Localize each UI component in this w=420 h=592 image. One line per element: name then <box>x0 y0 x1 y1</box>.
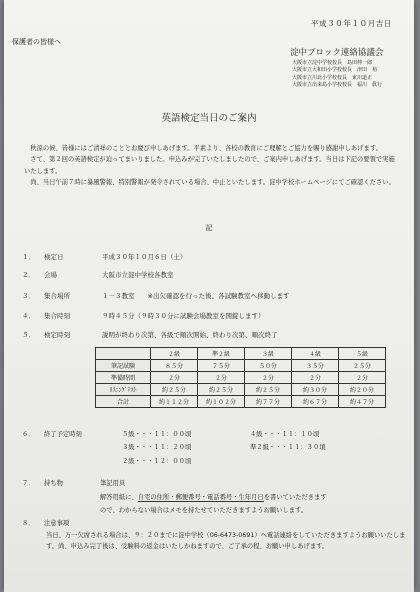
table-row-header: 合計 <box>96 396 151 408</box>
addressee: 保護者の皆様へ <box>12 38 61 46</box>
item-value: １－３教室 ※出欠確認を行った後、各試験教室へ移動します <box>102 292 290 300</box>
intro-text <box>24 143 396 189</box>
belongings-text: 解答用紙に、 <box>100 494 138 501</box>
signer: 大阪市立出来島小学校校長 福川 眞行 <box>292 82 383 89</box>
table-header: ４級 <box>292 348 339 360</box>
document-page <box>4 0 414 592</box>
table-row <box>96 360 386 372</box>
table-cell: ５０分 <box>245 360 292 372</box>
table-cell: 約１０２分 <box>198 396 245 408</box>
table-cell: ２分 <box>292 372 339 384</box>
signer-list <box>292 60 382 90</box>
table-cell: 約６７分 <box>292 396 339 408</box>
document-title: 英語検定当日のご案内 <box>161 113 257 124</box>
finish-label: 終了予定時刻 <box>44 431 82 438</box>
belongings-text: を書いていただきます <box>263 494 327 501</box>
signer: 大阪市立川北小学校校長 東川道正 <box>292 74 373 81</box>
table-row <box>96 372 386 384</box>
item-number: ４． <box>22 312 35 320</box>
table-header: ３級 <box>245 348 292 360</box>
finish-time: ２級・・・１２：００頃 <box>122 458 192 465</box>
table-cell: 約２５分 <box>245 384 292 396</box>
table-cell: ２分 <box>339 372 386 384</box>
table-row-header: 筆記試験 <box>96 360 151 372</box>
finish-num: ６． <box>22 431 35 438</box>
notes-paragraph: 当日、万一欠席される場合は、９：２０までに淀中学校（06-6473-0691）へ電話連絡をしていただきますようお願いいたします。尚、申込み完了後は、受験料の返金はいたしかねますので、ご了承の程、お願い申しあげます。 <box>46 532 406 551</box>
table-cell: 約１１２分 <box>151 396 198 408</box>
schedule-table <box>95 347 386 408</box>
table-row-header: ﾘｽﾆﾝｸﾞﾃｽﾄ <box>96 384 151 396</box>
ki-mark: 記 <box>205 224 213 232</box>
item-value: 平成３０年１０月６日（土） <box>102 253 187 261</box>
table-row <box>96 348 386 360</box>
table-header: ２級 <box>151 348 198 360</box>
belongings-line <box>100 492 327 501</box>
table-cell: ２分 <box>198 372 245 384</box>
signer: 大阪市立淀中学校校長 島田伸一郎 <box>292 60 373 66</box>
table-cell: ２５分 <box>339 360 386 372</box>
table-row <box>96 384 386 396</box>
belongings-line: ので、わからない場合はメモを持たせていただきますようお願いします。 <box>100 507 308 514</box>
item-label: 検定日 <box>44 253 64 261</box>
signer: 大阪市立大和田小学校校長 津田 裕 <box>292 67 378 74</box>
table-cell <box>96 348 151 360</box>
notes-num: ８． <box>22 520 35 527</box>
table-cell: ８５分 <box>151 360 198 372</box>
table-row <box>96 396 386 408</box>
intro-paragraph: さて、第２回の英語検定が迫ってまいりました。申込みが完了いたしましたので、ご案内申しあげます。当日は下記の要領で実施いたします。 <box>24 156 395 175</box>
item-label: 集合場所 <box>44 292 70 300</box>
belongings-label: 持ち物 <box>44 480 63 487</box>
table-cell: 約２０分 <box>339 384 386 396</box>
finish-time: 準２級・・・１１：３０頃 <box>250 444 326 451</box>
belongings-num: ７． <box>22 480 35 487</box>
finish-time: ４級・・・１１：１０頃 <box>250 431 320 438</box>
belongings-underlined-text: 自宅の住所・郵便番号・電話番号・生年月日 <box>137 494 264 501</box>
item-label: 検定時刻 <box>44 331 70 339</box>
intro-paragraph: 尚、当日午前７時に暴風警報、特別警報が発令されている場合、中止といたします。淀中学校ホームページにてご確認ください。 <box>24 179 395 187</box>
table-cell: ２分 <box>151 372 198 384</box>
item-number: １． <box>22 253 35 261</box>
belongings-line: 筆記用具 <box>100 480 126 487</box>
item-label: 会場 <box>44 271 57 279</box>
table-cell: ３５分 <box>292 360 339 372</box>
item-value: ９時４５分（９時３０分に試験会場教室を開錠します） <box>102 312 265 320</box>
item-number: ２． <box>22 271 35 279</box>
item-number: ５． <box>22 331 35 339</box>
table-cell: 約７７分 <box>245 396 292 408</box>
table-header: 準２級 <box>198 348 245 360</box>
finish-time: ５級・・・１１：００頃 <box>122 431 192 438</box>
item-value: 説明が終わり次第、各級で順次開始、終わり次第、順次終了 <box>102 331 278 339</box>
table-cell: 約２５分 <box>198 384 245 396</box>
table-row-header: 準備時間 <box>96 372 151 384</box>
item-label: 集合時刻 <box>44 312 70 320</box>
table-cell: ７５分 <box>198 360 245 372</box>
table-cell: 約４７分 <box>339 396 386 408</box>
finish-time: ３級・・・１１：２０頃 <box>122 444 192 451</box>
table-cell: 約２５分 <box>151 384 198 396</box>
item-value: 大阪市立淀中学校各教室 <box>102 271 174 279</box>
table-header: ５級 <box>339 348 386 360</box>
notes-label: 注意事項 <box>44 520 70 527</box>
issue-date: 平成３０年１０月吉日 <box>311 19 392 28</box>
intro-paragraph: 秋涼の候、皆様にはご清祥のこととお慶び申しあげます。平素より、各校の教育にご理解とご協力を賜り感謝申しあげます。 <box>24 145 382 152</box>
notes-text <box>46 530 406 553</box>
table-cell: ２分 <box>245 372 292 384</box>
item-number: ３． <box>22 292 35 300</box>
sender-organization: 淀中ブロック連絡協議会 <box>290 48 384 58</box>
table-cell: 約３０分 <box>292 384 339 396</box>
